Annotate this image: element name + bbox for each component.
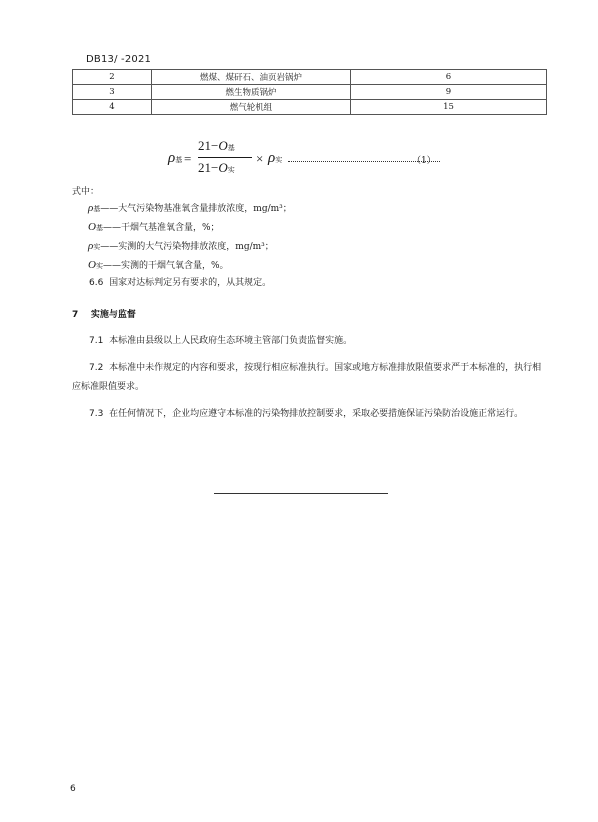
table-row — [73, 70, 547, 85]
formula-rho-actual: ρ实 — [268, 150, 283, 166]
table-row — [73, 100, 547, 115]
formula-rho-base: ρ基 — [168, 150, 183, 166]
end-rule — [214, 493, 388, 494]
table-cell-type: 燃煤、煤矸石、油页岩锅炉 — [152, 70, 351, 85]
definition-item: ρ基——大气污染物基准氧含量排放浓度，mg/m³； — [88, 202, 292, 214]
fraction-bar — [198, 157, 252, 158]
table-cell-value: 15 — [351, 100, 547, 115]
clause-7-3: 7.3 在任何情况下，企业均应遵守本标准的污染物排放控制要求，采取必要措施保证污染防治设施正常运行。 — [89, 409, 524, 419]
definition-item: O基——干烟气基准氧含量，%； — [88, 221, 220, 233]
table-cell-value: 6 — [351, 70, 547, 85]
clause-6-6: 6.6 国家对达标判定另有要求的，从其规定。 — [89, 278, 272, 288]
table-cell-type: 燃气轮机组 — [152, 100, 351, 115]
page-number: 6 — [70, 784, 76, 794]
clause-7-2: 7.2 本标准中未作规定的内容和要求，按现行相应标准执行。国家或地方标准排放限值要求严于本标准的，执行相应标准限值要求。 — [72, 363, 542, 392]
formula-denominator: 21−O实 — [198, 160, 235, 175]
emission-table — [72, 69, 547, 115]
conversion-formula — [168, 138, 438, 180]
table-cell-type: 燃生物质锅炉 — [152, 85, 351, 100]
section-7-heading: 7 实施与监督 — [72, 310, 136, 320]
table-cell-no: 3 — [73, 85, 152, 100]
formula-times: × — [256, 151, 264, 166]
definition-item: O实——实测的干烟气氧含量，%。 — [88, 259, 229, 271]
table-cell-no: 4 — [73, 100, 152, 115]
table-cell-value: 9 — [351, 85, 547, 100]
formula-numerator: 21−O基 — [198, 138, 235, 153]
where-label: 式中： — [72, 187, 100, 197]
equation-number: （1） — [412, 156, 436, 166]
table-cell-no: 2 — [73, 70, 152, 85]
clause-7-1: 7.1 本标准由县级以上人民政府生态环境主管部门负责监督实施。 — [89, 336, 353, 346]
document-header: DB13/ -2021 — [86, 54, 152, 65]
table-row — [73, 85, 547, 100]
definition-item: ρ实——实测的大气污染物排放浓度，mg/m³； — [88, 240, 274, 252]
formula-equals: = — [184, 151, 192, 166]
